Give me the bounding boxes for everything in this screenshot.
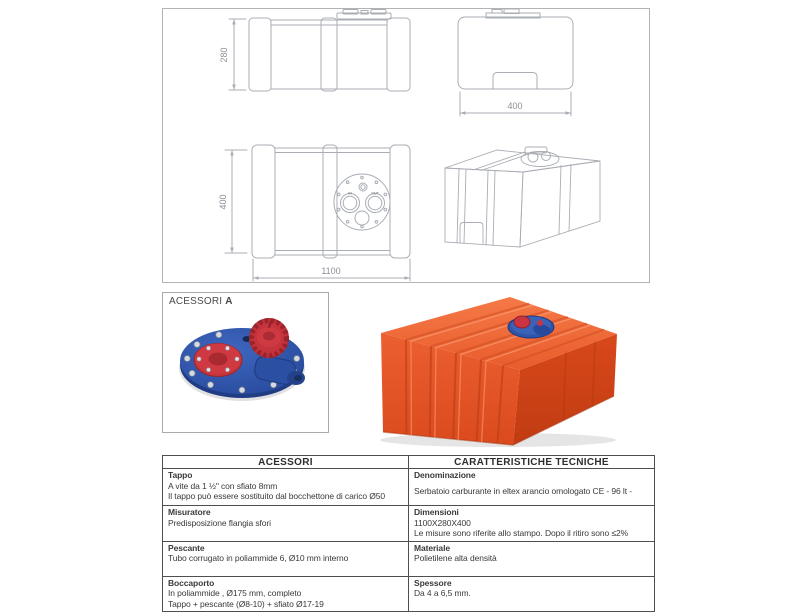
gauge-flange-red: [194, 344, 242, 377]
spec-table: [162, 455, 655, 612]
desc-line: Le misure sono riferite allo stampo. Dopo il ritiro sono ≤2%: [414, 528, 650, 539]
table-row: [163, 469, 655, 506]
table-row: [163, 506, 655, 542]
cell-pescante: [163, 541, 409, 576]
flange-top-view: [334, 174, 390, 230]
tank-body: [381, 297, 617, 445]
side-view-height-label: 280: [219, 47, 229, 62]
term-label: Misuratore: [168, 507, 404, 518]
term-label: Tappo: [168, 470, 404, 481]
desc-line: Da 4 a 6,5 mm.: [414, 588, 650, 599]
flange-kit-photo: [163, 308, 328, 432]
cell-denominazione: [409, 469, 655, 506]
cell-misuratore: [163, 506, 409, 542]
term-label: Pescante: [168, 543, 404, 554]
iso-view-drawing: [445, 147, 600, 247]
desc-line: Il tappo può essere sostituito dal bocchettone di carico Ø50: [168, 491, 404, 502]
accessori-title: ACESSORI A: [163, 293, 328, 307]
table-row: [163, 576, 655, 612]
end-view-drawing: [458, 9, 573, 116]
cell-materiale: [409, 541, 655, 576]
desc-line: A vite da 1 ½" con sfiato 8mm: [168, 481, 404, 492]
table-row: [163, 541, 655, 576]
term-label: Denominazione: [414, 470, 650, 481]
end-view-width-label: 400: [507, 101, 522, 111]
cell-spessore: [409, 576, 655, 612]
tank-flange-cap: [514, 316, 530, 328]
accessori-panel: [162, 292, 329, 433]
desc-line: Tubo corrugato in poliammide 6, Ø10 mm interno: [168, 553, 404, 564]
spec-table-header-row: [163, 456, 655, 469]
technical-drawings: [163, 9, 649, 282]
port-out-label: OUT: [371, 192, 379, 196]
top-view-drawing: [225, 145, 410, 281]
term-label: Spessore: [414, 578, 650, 589]
desc-line: 1100X280X400: [414, 518, 650, 529]
term-label: Dimensioni: [414, 507, 650, 518]
desc-line: In poliammide , Ø175 mm, completo: [168, 588, 404, 599]
cell-dimensioni: [409, 506, 655, 542]
cell-boccaporto: [163, 576, 409, 612]
header-accessori: ACESSORI: [163, 456, 409, 469]
technical-drawings-panel: [162, 8, 650, 283]
top-view-length-label: 1100: [321, 266, 340, 276]
desc-line: Predisposizione flangia sfori: [168, 518, 404, 529]
side-view-drawing: [249, 10, 410, 92]
top-view-width-label: 400: [218, 194, 228, 209]
fuel-cap-red: [249, 318, 289, 358]
desc-line: Polietilene alta densità: [414, 553, 650, 564]
term-label: Boccaporto: [168, 578, 404, 589]
port-in-label: IN: [348, 192, 352, 196]
term-label: Materiale: [414, 543, 650, 554]
desc-line: Tappo + pescante (Ø8-10) + sfiato Ø17-19: [168, 599, 404, 610]
header-caratteristiche: CARATTERISTICHE TECNICHE: [409, 456, 655, 469]
tank-flange: [508, 316, 554, 338]
desc-line: Serbatoio carburante in eltex arancio omologato CE - 96 lt -: [414, 486, 650, 497]
side-view-height-dimension: [229, 19, 246, 90]
cell-tappo: [163, 469, 409, 506]
tank-photo: [370, 290, 625, 450]
